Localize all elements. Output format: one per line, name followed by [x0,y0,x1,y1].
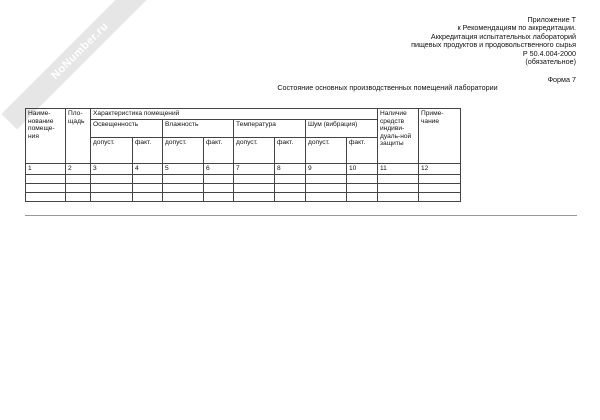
header-line: к Рекомендациям по аккредитации. [457,23,576,33]
column-number: 6 [204,164,234,175]
allowed-header: допуст. [91,138,133,164]
col-note-header: Приме-чание [419,109,461,164]
column-number: 8 [275,164,306,175]
header-line: Аккредитация испытательных лабораторий [430,31,576,41]
header-line: Приложение Т [527,15,576,24]
column-number: 10 [347,164,378,175]
title-text: Состояние основных производственных помещений лаборатории [277,83,498,92]
allowed-header: допуст. [163,138,204,164]
column-number: 1 [26,164,66,175]
col-name-header: Наиме-нование помеще-ния [26,109,66,164]
watermark: NoNumber.ru [2,0,159,129]
premises-table [25,108,461,202]
table-row [26,183,461,192]
divider [25,215,577,216]
form-label: Форма 7 [547,75,576,84]
table-row [26,192,461,201]
header-line: пищевых продуктов и продовольственного сырья [411,40,576,50]
noise-header: Шум (вибрация) [306,120,378,138]
column-number: 3 [91,164,133,175]
column-number: 9 [306,164,347,175]
column-number: 12 [419,164,461,175]
header-line: Р 50.4.004-2000 [522,48,576,58]
column-number: 11 [378,164,419,175]
actual-header: факт. [275,138,306,164]
col-area-header: Пло-щадь [66,109,91,164]
actual-header: факт. [204,138,234,164]
group-header: Характеристика помещений [91,109,378,120]
document-title [0,83,600,92]
temperature-header: Температура [234,120,306,138]
allowed-header: допуст. [234,138,275,164]
appendix-header [411,16,576,66]
column-number: 5 [163,164,204,175]
actual-header: факт. [347,138,378,164]
column-number: 2 [66,164,91,175]
table-row [26,174,461,183]
column-number: 7 [234,164,275,175]
allowed-header: допуст. [306,138,347,164]
header-line: (обязательное) [525,57,576,67]
col-ppe-header: Наличие средств индиви-дуаль-ной защиты [378,109,419,164]
lighting-header: Освещенность [91,120,163,138]
column-number: 4 [133,164,163,175]
actual-header: факт. [133,138,163,164]
column-numbers-row [26,164,461,175]
humidity-header: Влажность [163,120,234,138]
